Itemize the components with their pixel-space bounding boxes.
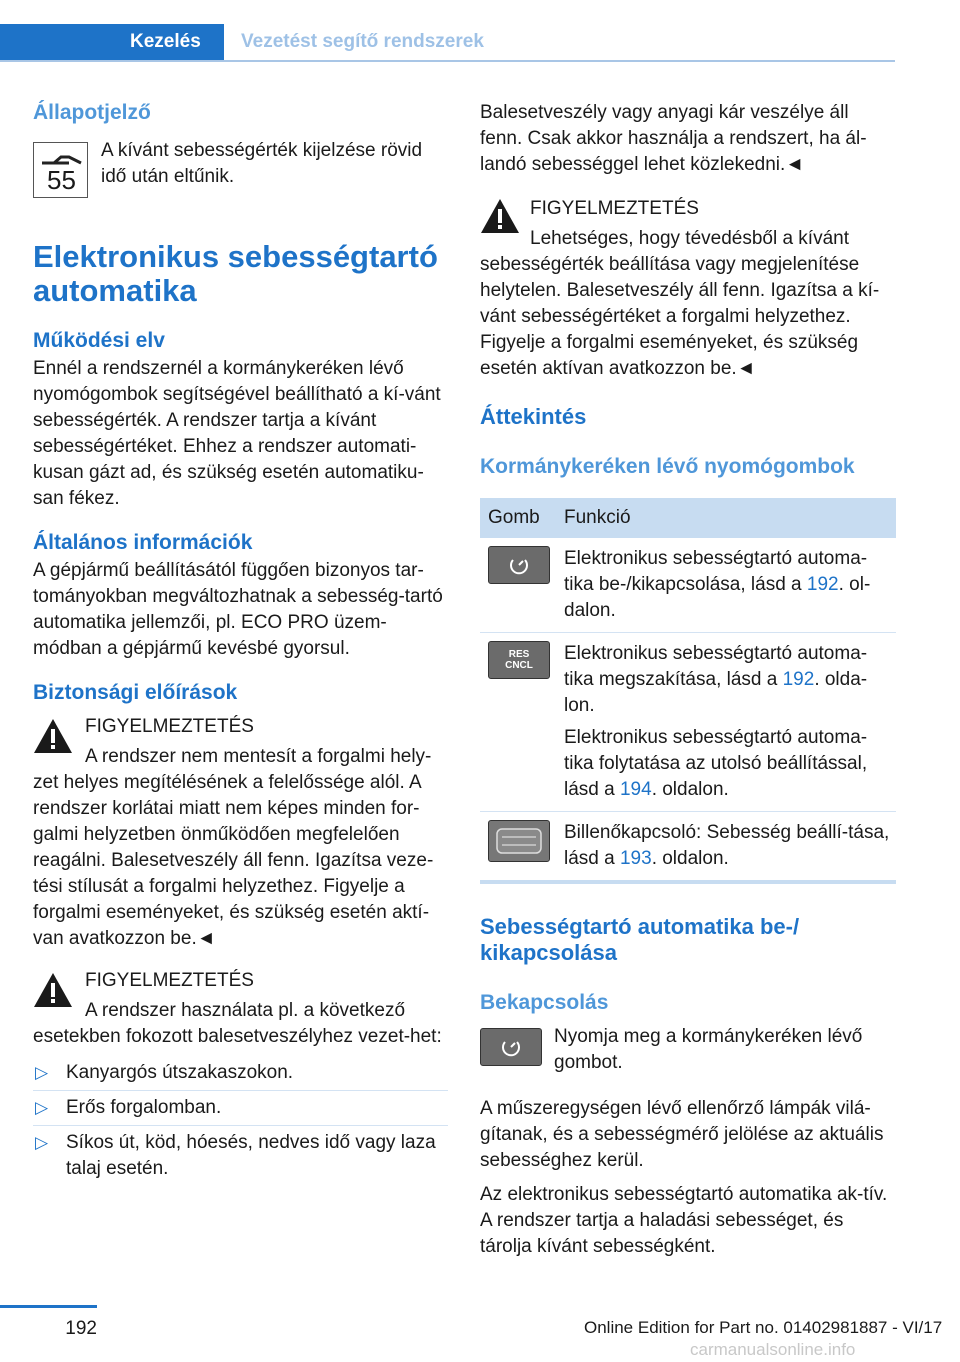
safety-heading: Biztonsági előírások (33, 681, 238, 704)
tab-vezetest-segito[interactable]: Vezetést segítő rendszerek (241, 31, 484, 52)
tab-kezeles[interactable]: Kezelés (0, 24, 224, 60)
list-item: ▷ Erős forgalomban. (33, 1091, 448, 1126)
rocker-switch-image (488, 820, 550, 862)
on-text: Nyomja meg a kormánykeréken lévő gombot. (554, 1026, 863, 1073)
rocker-switch-icon (494, 826, 544, 856)
bullet-icon: ▷ (35, 1063, 49, 1082)
status-heading: Állapotjelző (33, 101, 151, 124)
row2-function: Elektronikus sebességtartó automa-tika megszakítása, lásd a 192. olda-lon. Elektronikus sebességtartó automa-tika folytatása az utolsó beállítással, lásd a 194. oldalon. (564, 633, 896, 812)
working-heading: Működési elv (33, 329, 165, 352)
page-header (0, 24, 895, 62)
status-text: A kívánt sebességérték kijelzése rövid idő után eltűnik. (101, 140, 423, 187)
page-link[interactable]: 193 (619, 848, 652, 869)
on-heading: Bekapcsolás (480, 991, 609, 1014)
warning-3 (480, 196, 896, 382)
switch-heading: Sebességtartó automatika be-/ kikapcsolása (480, 914, 800, 965)
row1-function: Elektronikus sebességtartó automa-tika be-/kikapcsolása, lásd a 192. ol-dalon. (564, 538, 896, 633)
table-row (480, 538, 896, 633)
page-title: Elektronikus sebességtartó automatika (33, 239, 438, 308)
page-link[interactable]: 194 (619, 779, 652, 800)
list-item: ▷ Síkos út, köd, hóesés, nedves idő vagy laza talaj esetén. (35, 1132, 436, 1179)
warning-triangle-icon (33, 718, 73, 754)
on-block (480, 1024, 896, 1084)
watermark: carmanualsonline.info (690, 1340, 856, 1359)
overview-heading: Áttekintés (480, 404, 587, 429)
buttons-table (480, 498, 896, 884)
header-divider (0, 60, 895, 62)
bullet-icon: ▷ (35, 1133, 49, 1152)
warning-triangle-icon (480, 198, 520, 234)
general-text: A gépjármű beállításától függően bizonyos tar-tományokban megváltozhatnak a sebesség-tartó automatika jellemzői, pl. ECO PRO üzem-módban a gépjármű kevésbé gyorsul. (33, 560, 443, 659)
page-number: 192 (0, 1305, 97, 1340)
row3-function: Billenőkapcsoló: Sebesség beállí-tása, lásd a 193. oldalon. (564, 812, 896, 883)
paragraph-2: Az elektronikus sebességtartó automatika ak-tív. A rendszer tartja a haladási sebességet, és tárolja kívánt sebességként. (480, 1184, 888, 1257)
edition-text: Online Edition for Part no. 01402981887 - VI/17 (584, 1318, 943, 1337)
cruise-control-icon (508, 554, 530, 576)
warning-2-title: FIGYELMEZTETÉS (85, 970, 254, 991)
page-link[interactable]: 192 (782, 669, 815, 690)
warning-1-text: A rendszer nem mentesít a forgalmi hely-zet helyes megítélésének a felelőssége alól. A rendszer korlátai miatt nem képes minden for-galmi helyzetben önműködően megfelelően reagálni. Balesetveszély áll fenn. Igazítsa veze-tési stílusát a forgalmi helyzethez. Figyelje a forgalmi eseményeket, és szükség esetén aktí-van avatkozzon be.◄ (33, 746, 434, 949)
table-header-row (480, 498, 896, 538)
cruise-onoff-button-image (488, 546, 550, 584)
warning-triangle-icon (33, 972, 73, 1008)
list-item: ▷ Kanyargós útszakaszokon. (33, 1056, 448, 1091)
table-row (480, 633, 896, 812)
col-function-header: Funkció (564, 498, 896, 538)
paragraph-1: A műszeregységen lévő ellenőrző lámpák vilá-gítanak, és a sebességmérő jelölése az aktuális sebességhez kerül. (480, 1098, 884, 1171)
cruise-onoff-button-image (480, 1028, 542, 1066)
warning-3-title: FIGYELMEZTETÉS (530, 198, 699, 219)
col-button-header: Gomb (480, 498, 564, 538)
cruise-control-icon (500, 1036, 522, 1058)
res-cncl-button-image: RES CNCL (488, 641, 550, 679)
left-column (33, 100, 448, 1186)
warning-1-title: FIGYELMEZTETÉS (85, 716, 254, 737)
buttons-heading: Kormánykeréken lévő nyomógombok (480, 455, 855, 478)
bullet-icon: ▷ (35, 1098, 49, 1117)
table-row (480, 812, 896, 883)
continued-text: Balesetveszély vagy anyagi kár veszélye áll fenn. Csak akkor használja a rendszert, ha ál-landó sebességgel lehet közlekedni.◄ (480, 102, 867, 175)
risk-list (33, 1056, 448, 1186)
status-block (33, 138, 448, 216)
page-link[interactable]: 192 (806, 574, 839, 595)
general-heading: Általános információk (33, 531, 253, 554)
warning-3-text: Lehetséges, hogy tévedésből a kívánt sebességérték beállítása vagy megjelenítése helytelen. Balesetveszély áll fenn. Igazítsa a kí-vánt sebességértéket a forgalmi helyzethez. Figyelje a forgalmi eseményeket, és szükség esetén aktívan avatkozzon be.◄ (480, 228, 880, 379)
warning-2 (33, 968, 448, 1050)
speed-indicator-icon (33, 142, 88, 198)
warning-2-text: A rendszer használata pl. a következő esetekben fokozott balesetveszélyhez vezet-het: (33, 1000, 442, 1047)
right-column (480, 100, 896, 1260)
speed-indicator-value: 55 (47, 165, 76, 195)
working-text: Ennél a rendszernél a kormánykeréken lévő nyomógombok segítségével beállítható a kí-vánt sebességérték. A rendszer tartja a kívánt sebességértéket. Ehhez a rendszer automati-kusan gázt ad, és szükség esetén automatiku-san fékez. (33, 358, 441, 509)
warning-1 (33, 714, 448, 952)
